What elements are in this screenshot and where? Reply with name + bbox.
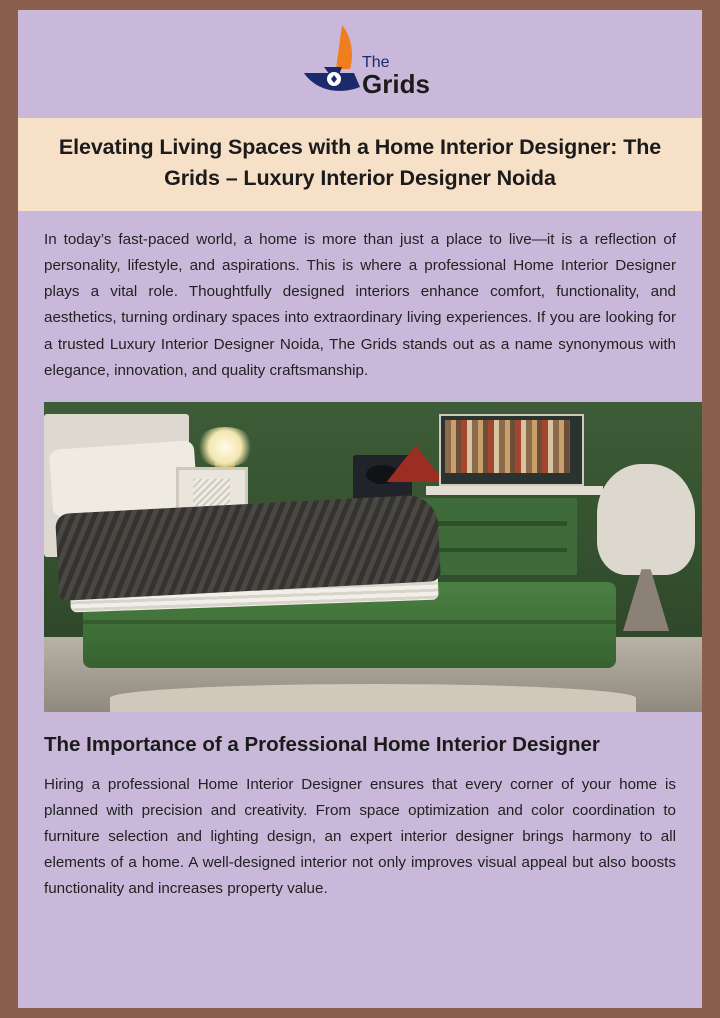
body-content bbox=[18, 211, 702, 902]
the-grids-logo bbox=[290, 21, 430, 107]
photo-shelf-board bbox=[426, 486, 604, 495]
section-paragraph: Hiring a professional Home Interior Designer ensures that every corner of your home is planned with precision and creativity. From space optimization and color coordination to furniture selection and lighting design, an expert interior designer brings harmony to all elements of a home. A well-designed interior not only improves visual appeal but also boosts functionality and increases property value. bbox=[44, 775, 676, 898]
intro-paragraph: In today’s fast-paced world, a home is more than just a place to live—it is a reflection of personality, lifestyle, and aspirations. This is where a professional Home Interior Designer plays a vital role. Thoughtfully designed interiors enhance comfort, functionality, and aesthetics, turning ordinary spaces into extraordinary living experiences. If you are looking for a trusted Luxury Interior Designer Noida, The Grids stands out as a name synonymous with elegance, innovation, and quality craftsmanship. bbox=[44, 231, 676, 379]
photo-chair bbox=[597, 464, 696, 576]
section-heading: The Importance of a Professional Home Interior Designer bbox=[44, 732, 600, 756]
title-band bbox=[18, 118, 702, 211]
svg-text:The: The bbox=[362, 54, 390, 71]
photo-lamp-glow bbox=[195, 427, 254, 467]
page-title: Elevating Living Spaces with a Home Interior Designer: The Grids – Luxury Interior Designer Noida bbox=[58, 135, 662, 190]
photo-dresser bbox=[419, 498, 577, 576]
photo-books bbox=[445, 420, 570, 473]
photo-rug bbox=[110, 684, 636, 712]
svg-text:Grids: Grids bbox=[362, 69, 430, 99]
bedroom-interior-photo bbox=[44, 402, 702, 712]
logo-area bbox=[18, 10, 702, 118]
slide bbox=[18, 10, 702, 1008]
